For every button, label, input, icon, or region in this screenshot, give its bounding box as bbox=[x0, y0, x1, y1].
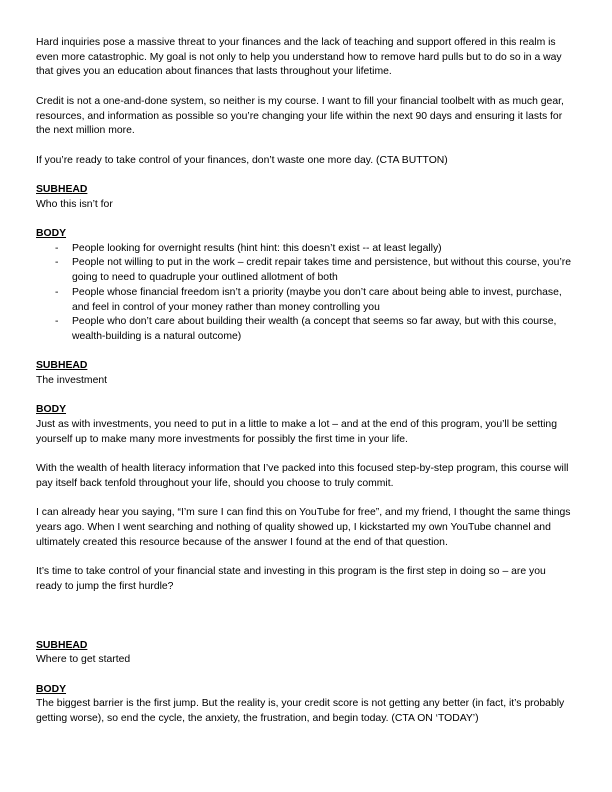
bullet-text: People looking for overnight results (hint hint: this doesn’t exist -- at least legally) bbox=[72, 242, 442, 254]
bullet-item bbox=[55, 286, 574, 315]
intro-paragraph-2: Credit is not a one-and-done system, so neither is my course. I want to fill your financial toolbelt with as much gear, resources, and information as possible so you’re changing your life within the next 90 days and ensuring it lasts for the next million more. bbox=[36, 95, 564, 137]
section1-bullet-list bbox=[36, 242, 574, 345]
section2-paragraph-2: With the wealth of health literacy information that I’ve packed into this focused step-by-step program, this course will pay itself back tenfold throughout your life, should you choose to truly commit. bbox=[36, 463, 569, 489]
section3-paragraph: The biggest barrier is the first jump. But the reality is, your credit score is not getting any better (in fact, it’s probably getting worse), so end the cycle, the anxiety, the frustration, and begin today. (CTA ON ‘TODAY’) bbox=[36, 698, 565, 725]
bullet-text: People whose financial freedom isn’t a priority (maybe you don’t care about being able to invest, purchase, and feel in control of your money rather than money controlling you bbox=[72, 286, 562, 313]
bullet-item bbox=[55, 242, 574, 257]
bullet-marker: - bbox=[55, 316, 59, 328]
section2-paragraph-1: Just as with investments, you need to put in a little to make a lot – and at the end of this program, you’ll be setting yourself up to make many more investments for possibly the first time in your life. bbox=[36, 419, 557, 445]
section2-paragraph-3: I can already hear you saying, “I’m sure I can find this on YouTube for free”, and my friend, I thought the same things years ago. When I went searching and nothing of quality showed up, I kickstarted my own YouTube channel and ultimately created this resource because of the answer I found at the end of that question. bbox=[36, 507, 571, 548]
document-body bbox=[36, 36, 574, 727]
section1-subhead-text: Who this isn’t for bbox=[36, 198, 113, 210]
bullet-marker: - bbox=[55, 286, 59, 298]
section3-body-label: BODY bbox=[36, 683, 67, 695]
bullet-marker: - bbox=[55, 242, 59, 254]
section2-subhead-label: SUBHEAD bbox=[36, 360, 88, 372]
bullet-text: People not willing to put in the work – credit repair takes time and persistence, but without this course, you’re going to need to quadruple your outlined allotment of both bbox=[72, 257, 572, 284]
section3-subhead-label: SUBHEAD bbox=[36, 639, 88, 651]
bullet-marker: - bbox=[55, 257, 59, 269]
section2-paragraph-4: It’s time to take control of your financial state and investing in this program is the first step in doing so – are you ready to jump the first hurdle? bbox=[36, 566, 546, 592]
section3-subhead-text: Where to get started bbox=[36, 654, 131, 666]
section2-body-label: BODY bbox=[36, 404, 67, 416]
section2-subhead-text: The investment bbox=[36, 375, 108, 387]
intro-paragraph-3: If you’re ready to take control of your finances, don’t waste one more day. (CTA BUTTON) bbox=[36, 154, 448, 166]
bullet-item bbox=[55, 256, 574, 285]
section1-body-label: BODY bbox=[36, 228, 67, 240]
bullet-item bbox=[55, 315, 574, 344]
bullet-text: People who don’t care about building their wealth (a concept that seems so far away, but with this course, wealth-building is a natural outcome) bbox=[72, 316, 557, 342]
intro-paragraph-1: Hard inquiries pose a massive threat to your finances and the lack of teaching and support offered in this realm is even more catastrophic. My goal is not only to help you understand how to remove hard pulls but to do so in a way that gives you an education about finances that lasts throughout your lifetime. bbox=[36, 37, 562, 78]
section1-subhead-label: SUBHEAD bbox=[36, 183, 88, 195]
